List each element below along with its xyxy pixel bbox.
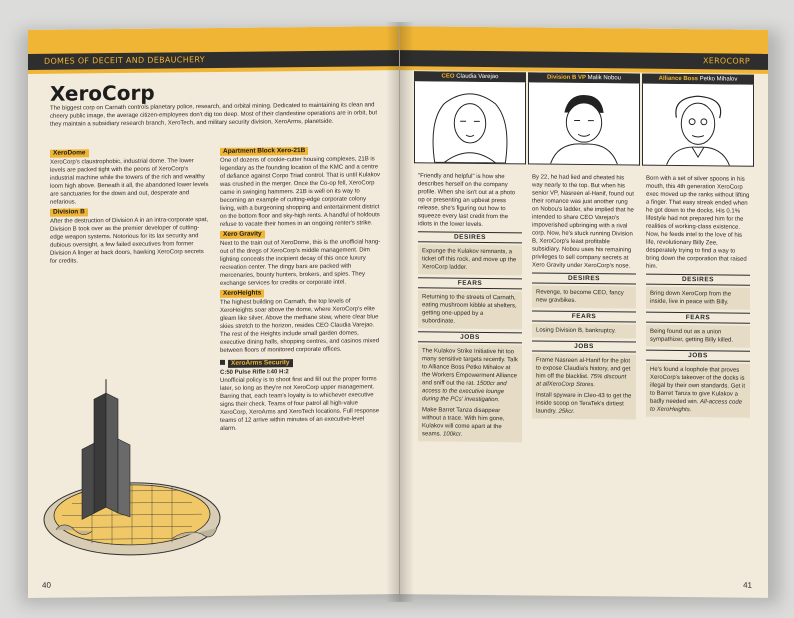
job-text: Make Barret Tanza disappear without a trace. With him gone, Kulakov will come apart at the seams. [422,407,505,438]
portrait-petko [642,84,754,167]
bullet-square-icon [220,360,225,365]
fears-text: Being found out as a union sympathizer, getting Billy killed. [646,325,750,348]
page-number: 41 [743,580,752,590]
section-heading-xeroheights: XeroHeights [220,289,264,297]
page-number: 40 [42,580,51,590]
npc-name: Malik Nobou [587,75,622,82]
desires-text: Revenge, to become CEO, fancy new gravbikes. [532,285,636,308]
desires-heading: DESIRES [532,272,636,284]
section-heading-xero-gravity: Xero Gravity [220,230,265,238]
section-text-division-b: After the destruction of Division A in an intra-corporate spat, Division B took over as the premier developer of cutting-edge weapon systems. Notorious for its lax security and dubious oversight, a few failed executives from former Division A linger at back doors, hawking XeroCorp secrets for credits. [50,217,209,265]
job-reward: 1500cr and access to the executive lounge during the PCs' investigation. [422,380,507,404]
running-header: XEROCORP [400,50,768,70]
npc-name: Claudia Varejao [456,73,499,81]
npc-role: Alliance Boss [658,75,698,83]
npc-card-claudia [414,71,526,442]
section-heading-xerodome: XeroDome [50,149,89,157]
jobs-block [418,344,522,442]
fears-text: Returning to the streets of Carnath, eating mushroom kibble at shelters, getting one-upped by a subordinate. [418,290,522,329]
npc-role: CEO [441,73,455,80]
section-heading-apartment: Apartment Block Xero-21B [220,147,308,156]
jobs-heading: JOBS [532,340,636,352]
page-title: XeroCorp [50,80,155,106]
job-reward: All-access code to XeroHeights. [650,399,743,414]
npc-bio: By 22, he had lied and cheated his way nearly to the top. But when his senior VP, Nasreen al-Hanif, found out their romance was just another rung on Nobou's ladder, she implied that he intended to share CEO Varejao's impoverished upbringing with a rival corp. Now, he's stuck running Division B, XeroCorp's least profitable subsidiary. Nobou uses his remaining privileges to sell company secrets at Xero Gravity under XeroCorp's nose. [532,174,634,270]
fears-heading: FEARS [418,277,522,289]
section-heading-xeroarms: XeroArms Security [228,359,293,368]
running-header: DOMES OF DECEIT AND DEBAUCHERY [28,50,399,70]
desires-text: Expunge the Kulakov remnants, a ticket off this rock, and move up the XeroCorp ladder. [418,244,522,275]
fears-heading: FEARS [646,312,750,324]
job-text: Install spyware in Cleo-43 to get the inside scoop on TeraTek's dirtiest laundry. [536,392,632,415]
right-page [400,26,768,598]
npc-role: Division B VP [546,74,586,82]
portrait-malik [528,82,640,165]
jobs-heading: JOBS [646,350,750,362]
intro-paragraph: The biggest corp on Carnath controls planetary police, research, and orbital mining. Dedicated to maintaining its clean and cheery public image, the average citizen-employees don't dig too deep. Most of their clandestine operations are in orbit, but they maintain a subsidiary research branch, XeroTech, and military security division, XeroArms, planetside. [50,102,378,128]
npc-card-malik [528,72,640,419]
left-column [50,146,210,266]
npc-bio: Born with a set of silver spoons in his mouth, this 4th generation XeroCorp exec moved up the ranks without lifting a finger. That easy streak ended when he got down to the docks. His 0.1% lifestyle had not prepared him for the realities of working-class existence. Now, he feeds intel to the love of his life, revolutionary Billy Zee, desperately trying to find a way to bring down the corporation that raised him. [646,175,750,270]
fears-heading: FEARS [532,310,636,322]
fears-text: Losing Division B, bankruptcy. [532,323,636,338]
job-text: The Kulakov Strike Initiative hit too many sensitive targets recently. Talk to Alliance Boss Petko Mihalov at the Workers Empowerment Alliance and sniff out the rat. [422,348,518,387]
job-reward: 100kcr. [443,431,463,438]
left-page [28,26,400,598]
portrait-claudia [414,81,526,164]
desires-heading: DESIRES [418,231,522,243]
right-column [220,144,382,433]
desires-text: Bring down XeroCorp from the inside, live in peace with Billy. [646,287,750,310]
section-text-xero-gravity: Next to the train out of XeroDome, this is the unofficial hang-out of the dregs of XeroCorp's middle management. Dim lighting conceals the incipient decay of this once luxury recreation center. The dingy bars are packed with mercenaries, bounty hunters, brokers, and spies. They exchange services for credits or corporate intel. [220,239,381,287]
npc-bio: "Friendly and helpful" is how she describes herself on the company profile. When she isn't out at a photo op or presenting an upbeat press release, she's figuring out how to squeeze every last credit from the idiots in the lower levels. [418,173,516,228]
section-text-xerodome: XeroCorp's claustrophobic, industrial dome. The lower levels are packed tight with the peons of XeroCorp's industrial machine while the towers of the rich and wealthy loom high above. Beneath it all, the abandoned lower levels are sanctuaries for the down and out, desperate and nefarious. [50,158,209,206]
xerodome-tower-illustration [42,378,227,565]
npc-card-petko [642,74,754,418]
xeroarms-stats: C:50 Pulse Rifle I:40 H:2 [220,369,289,376]
desires-heading: DESIRES [646,274,750,286]
job-text: Frame Nasreen al-Hanif for the plot to expose Claudia's history, and get him off the blacklist. [536,357,631,381]
section-text-apartment: One of dozens of cookie-cutter housing complexes, 21B is legendary as the founding location of the KMC and a centre of defiance against Corpo Triad control. That is until Kulakov was crushed in the merger. Once the Co-op fell, XeroCorp came in swinging hammers. 21B is well on its way to becoming an example of cutting-edge corporate colony living, with a burgeoning shopping and entertainment district on the bottom floor and sky-high rents. A handful of holdouts refuse to vacate their homes in an ongoing renter's strike. [220,156,380,228]
job-reward: 75% discount at allXeroCorp Stores. [536,374,627,389]
section-text-xeroheights: The highest building on Carnath, the top levels of XeroHeights soar above the dome, where XeroCorp's elite gleam like silver. Above the methane stew, where clear blue skies stretch to the horizon, resides CEO Claudia Varejao. The rest of the Heights include small garden domes, executive dining halls, shopping centres, and casinos mixed between floors of monitored corporate offices. [220,298,380,354]
section-text-xeroarms: Unofficial policy is to shoot first and fill out the proper forms later, so long as they're not XeroCorp upper management. Barring that, each team's loyalty is to whichever executive signs their check. Teams of four patrol all high-value XeroCorp, XeroArms and XeroTech locations. Full response teams of 12 arrive within minutes of an executive-level alarm. [220,376,380,432]
xeroarms-statblock [220,356,382,433]
section-heading-division-b: Division B [50,208,88,216]
jobs-heading: JOBS [418,331,522,343]
jobs-block [646,363,750,418]
jobs-block [532,353,636,419]
job-reward: 25kcr. [558,408,575,415]
npc-name: Petko Mihalov [699,76,738,83]
book-gutter [386,22,414,602]
job-text: He's found a loophole that proves XeroCorp's takeover of the docks is illegal by their own standards. Get it to Barret Tanza to give Kulakov a badly needed win. [650,366,746,406]
